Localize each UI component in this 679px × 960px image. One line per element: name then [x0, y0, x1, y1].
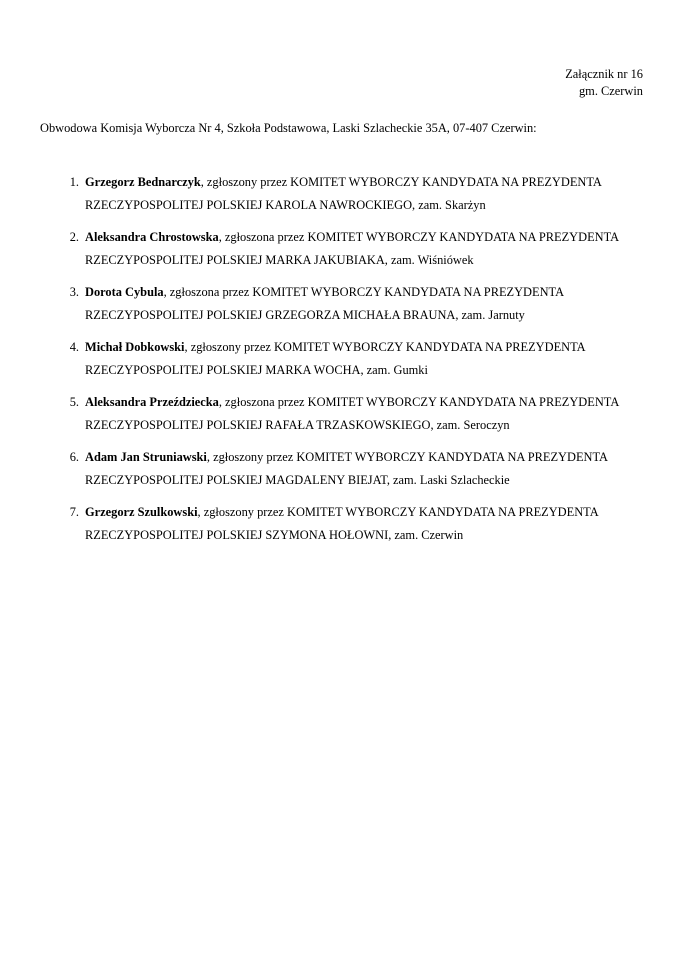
candidate-name: Adam Jan Struniawski — [85, 450, 207, 464]
candidate-name: Aleksandra Chrostowska — [85, 230, 219, 244]
list-item-text — [85, 226, 649, 272]
commission-heading: Obwodowa Komisja Wyborcza Nr 4, Szkoła Podstawowa, Laski Szlacheckie 35A, 07-407 Czerwin: — [40, 121, 537, 135]
candidate-details: , zgłoszona przez KOMITET WYBORCZY KANDYDATA NA PREZYDENTA RZECZYPOSPOLITEJ POLSKIEJ GRZEGORZA MICHAŁA BRAUNA, zam. Jarnuty — [85, 285, 564, 322]
candidate-details: , zgłoszona przez KOMITET WYBORCZY KANDYDATA NA PREZYDENTA RZECZYPOSPOLITEJ POLSKIEJ MARKA JAKUBIAKA, zam. Wiśniówek — [85, 230, 619, 267]
candidate-name: Grzegorz Szulkowski — [85, 505, 198, 519]
list-item-number: 4. — [69, 340, 79, 354]
list-item-text — [85, 391, 649, 437]
list-item-number: 5. — [69, 395, 79, 409]
candidate-name: Aleksandra Przeździecka — [85, 395, 219, 409]
candidate-name: Grzegorz Bednarczyk — [85, 175, 201, 189]
list-item-number: 3. — [69, 285, 79, 299]
list-item-number: 7. — [69, 505, 79, 519]
candidate-details: , zgłoszona przez KOMITET WYBORCZY KANDYDATA NA PREZYDENTA RZECZYPOSPOLITEJ POLSKIEJ RAFAŁA TRZASKOWSKIEGO, zam. Seroczyn — [85, 395, 619, 432]
document-header — [565, 66, 643, 100]
list-item — [40, 171, 649, 217]
list-item-text — [85, 446, 649, 492]
attachment-number-label: Załącznik nr 16 — [565, 67, 643, 81]
list-item — [40, 446, 649, 492]
candidate-details: , zgłoszony przez KOMITET WYBORCZY KANDYDATA NA PREZYDENTA RZECZYPOSPOLITEJ POLSKIEJ MARKA WOCHA, zam. Gumki — [85, 340, 585, 377]
list-item — [40, 501, 649, 547]
list-item-text — [85, 501, 649, 547]
municipality-label: gm. Czerwin — [578, 84, 643, 98]
list-item-number: 1. — [69, 175, 79, 189]
list-item — [40, 281, 649, 327]
list-item-text — [85, 171, 649, 217]
list-item-number: 6. — [69, 450, 79, 464]
candidate-details: , zgłoszony przez KOMITET WYBORCZY KANDYDATA NA PREZYDENTA RZECZYPOSPOLITEJ POLSKIEJ MAGDALENY BIEJAT, zam. Laski Szlacheckie — [85, 450, 608, 487]
list-item-text — [85, 336, 649, 382]
candidate-details: , zgłoszony przez KOMITET WYBORCZY KANDYDATA NA PREZYDENTA RZECZYPOSPOLITEJ POLSKIEJ KAROLA NAWROCKIEGO, zam. Skarżyn — [85, 175, 602, 212]
list-item-text — [85, 281, 649, 327]
list-item — [40, 336, 649, 382]
list-item — [40, 226, 649, 272]
candidate-name: Dorota Cybula — [85, 285, 164, 299]
candidate-details: , zgłoszony przez KOMITET WYBORCZY KANDYDATA NA PREZYDENTA RZECZYPOSPOLITEJ POLSKIEJ SZYMONA HOŁOWNI, zam. Czerwin — [85, 505, 598, 542]
candidate-name: Michał Dobkowski — [85, 340, 185, 354]
list-item-number: 2. — [69, 230, 79, 244]
candidate-list — [40, 171, 649, 547]
list-item — [40, 391, 649, 437]
